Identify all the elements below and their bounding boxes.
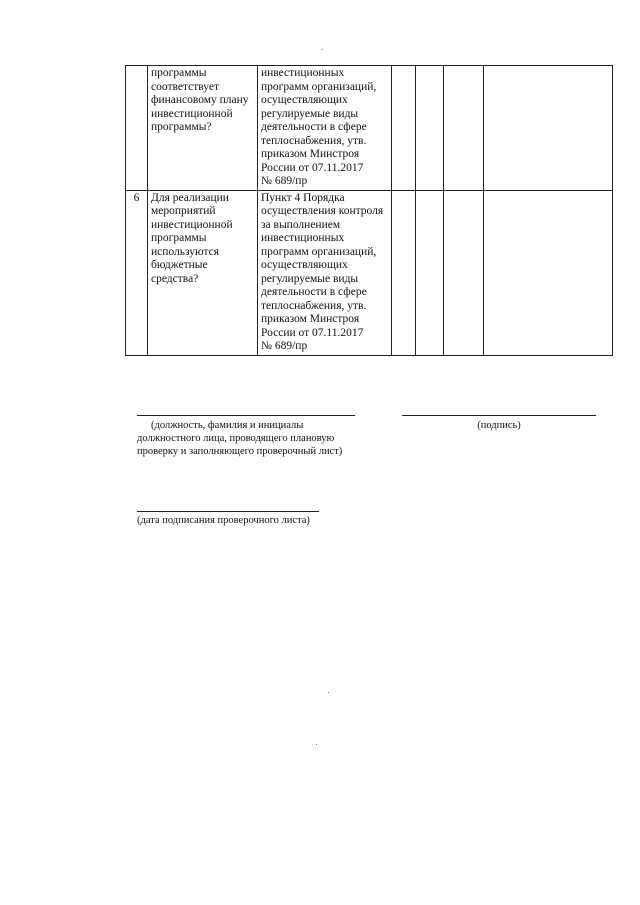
answer-na-cell — [444, 190, 484, 355]
question-text: программы соответствует финансовому плану инвестиционной программы? — [151, 67, 249, 133]
answer-na-cell — [444, 66, 484, 191]
comment-cell — [484, 190, 613, 355]
row-number-cell — [126, 66, 148, 191]
date-caption: (дата подписания проверочного листа) — [137, 515, 310, 526]
question-cell — [148, 66, 258, 191]
answer-yes-cell — [392, 66, 416, 191]
signature-caption: (подпись) — [477, 420, 521, 431]
reference-cell — [258, 66, 392, 191]
legal-reference-text: Пункт 4 Порядка осуществления контроля за выполнением инвестиционных программ организаций, осуществляющих регулируемые виды деятельности в сфере теплоснабжения, утв. приказом Минстроя России от 07.11.2017 № 689/пр — [261, 191, 384, 352]
table-row — [126, 66, 613, 191]
scan-speck — [322, 49, 323, 50]
row-number: 6 — [133, 191, 140, 204]
signature-line — [402, 415, 596, 416]
official-signature-line — [137, 415, 355, 416]
date-signature-line — [137, 511, 319, 512]
answer-no-cell — [416, 66, 444, 191]
checklist-table — [125, 65, 613, 356]
question-text: Для реализации мероприятий инвестиционной программы используются бюджетные средства? — [151, 191, 233, 285]
answer-no-cell — [416, 190, 444, 355]
official-caption: (должность, фамилия и инициалы должностного лица, проводящего плановую проверку и заполняющего проверочный лист) — [137, 420, 343, 457]
row-number-cell — [126, 190, 148, 355]
scan-speck — [316, 744, 317, 745]
answer-yes-cell — [392, 190, 416, 355]
scan-speck — [328, 692, 329, 693]
question-cell — [148, 190, 258, 355]
comment-cell — [484, 66, 613, 191]
table-row — [126, 190, 613, 355]
reference-cell — [258, 190, 392, 355]
legal-reference-text: инвестиционных программ организаций, осуществляющих регулируемые виды деятельности в сфере теплоснабжения, утв. приказом Минстроя России от 07.11.2017 № 689/пр — [261, 67, 377, 187]
